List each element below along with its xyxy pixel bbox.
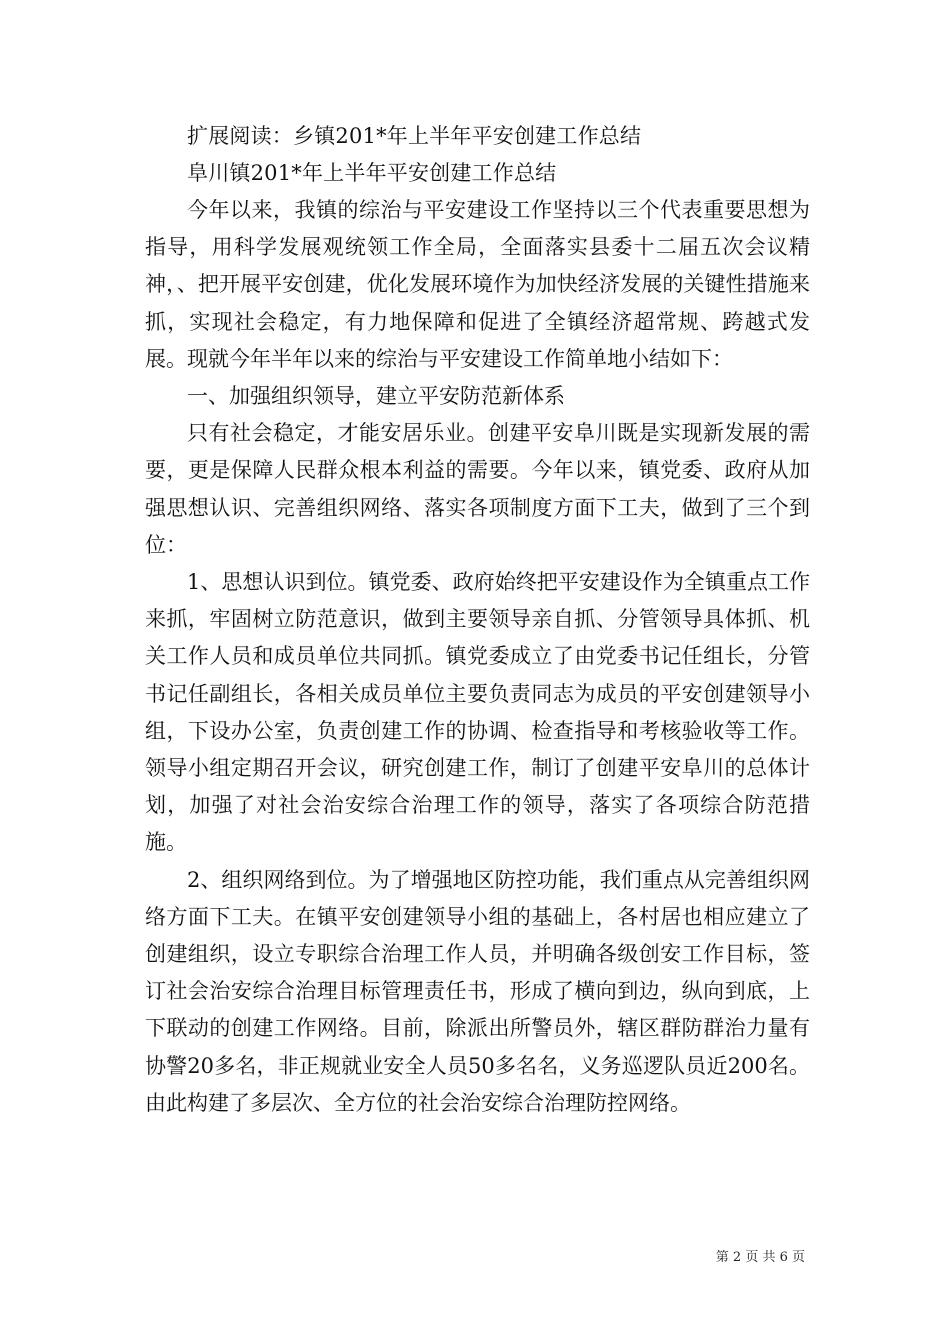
page-number: 第 2 页 共 6 页 (715, 1250, 805, 1265)
item-1-paragraph: 1、思想认识到位。镇党委、政府始终把平安建设作为全镇重点工作来抓，牢固树立防范意识，做到主要领导亲自抓、分管领导具体抓、机关工作人员和成员单位共同抓。镇党委成立了由党委书记任组长，分管书记任副组长，各相关成员单位主要负责同志为成员的平安创建领导小组，下设办公室，负责创建工作的协调、检查指导和考核验收等工作。领导小组定期召开会议，研究创建工作，制订了创建平安阜川的总体计划，加强了对社会治安综合治理工作的领导，落实了各项综合防范措施。 (145, 570, 810, 855)
section-heading-1: 一、加强组织领导，建立平安防范新体系 (187, 384, 565, 409)
document-title: 阜川镇201*年上半年平安创建工作总结 (187, 161, 557, 185)
document-body (145, 118, 810, 1122)
item-2-paragraph: 2、组织网络到位。为了增强地区防控功能，我们重点从完善组织网络方面下工夫。在镇平安创建领导小组的基础上，各村居也相应建立了创建组织，设立专职综合治理工作人员，并明确各级创安工作目标，签订社会治安综合治理目标管理责任书，形成了横向到边，纵向到底，上下联动的创建工作网络。目前，除派出所警员外，辖区群防群治力量有协警20多名，非正规就业安全人员50多名名，义务巡逻队员近200名。由此构建了多层次、全方位的社会治安综合治理防控网络。 (145, 867, 810, 1115)
intro-paragraph: 今年以来，我镇的综治与平安建设工作坚持以三个代表重要思想为指导，用科学发展观统领工作全局，全面落实县委十二届五次会议精神，、把开展平安创建，优化发展环境作为加快经济发展的关键性措施来抓，实现社会稳定，有力地保障和促进了全镇经济超常规、跨越式发展。现就今年半年以来的综治与平安建设工作简单地小结如下： (145, 198, 810, 371)
section-1-paragraph: 只有社会稳定，才能安居乐业。创建平安阜川既是实现新发展的需要，更是保障人民群众根本利益的需要。今年以来，镇党委、政府从加强思想认识、完善组织网络、落实各项制度方面下工夫，做到了三个到位： (145, 421, 810, 557)
extended-reading-title: 扩展阅读：乡镇201*年上半年平安创建工作总结 (187, 124, 642, 148)
